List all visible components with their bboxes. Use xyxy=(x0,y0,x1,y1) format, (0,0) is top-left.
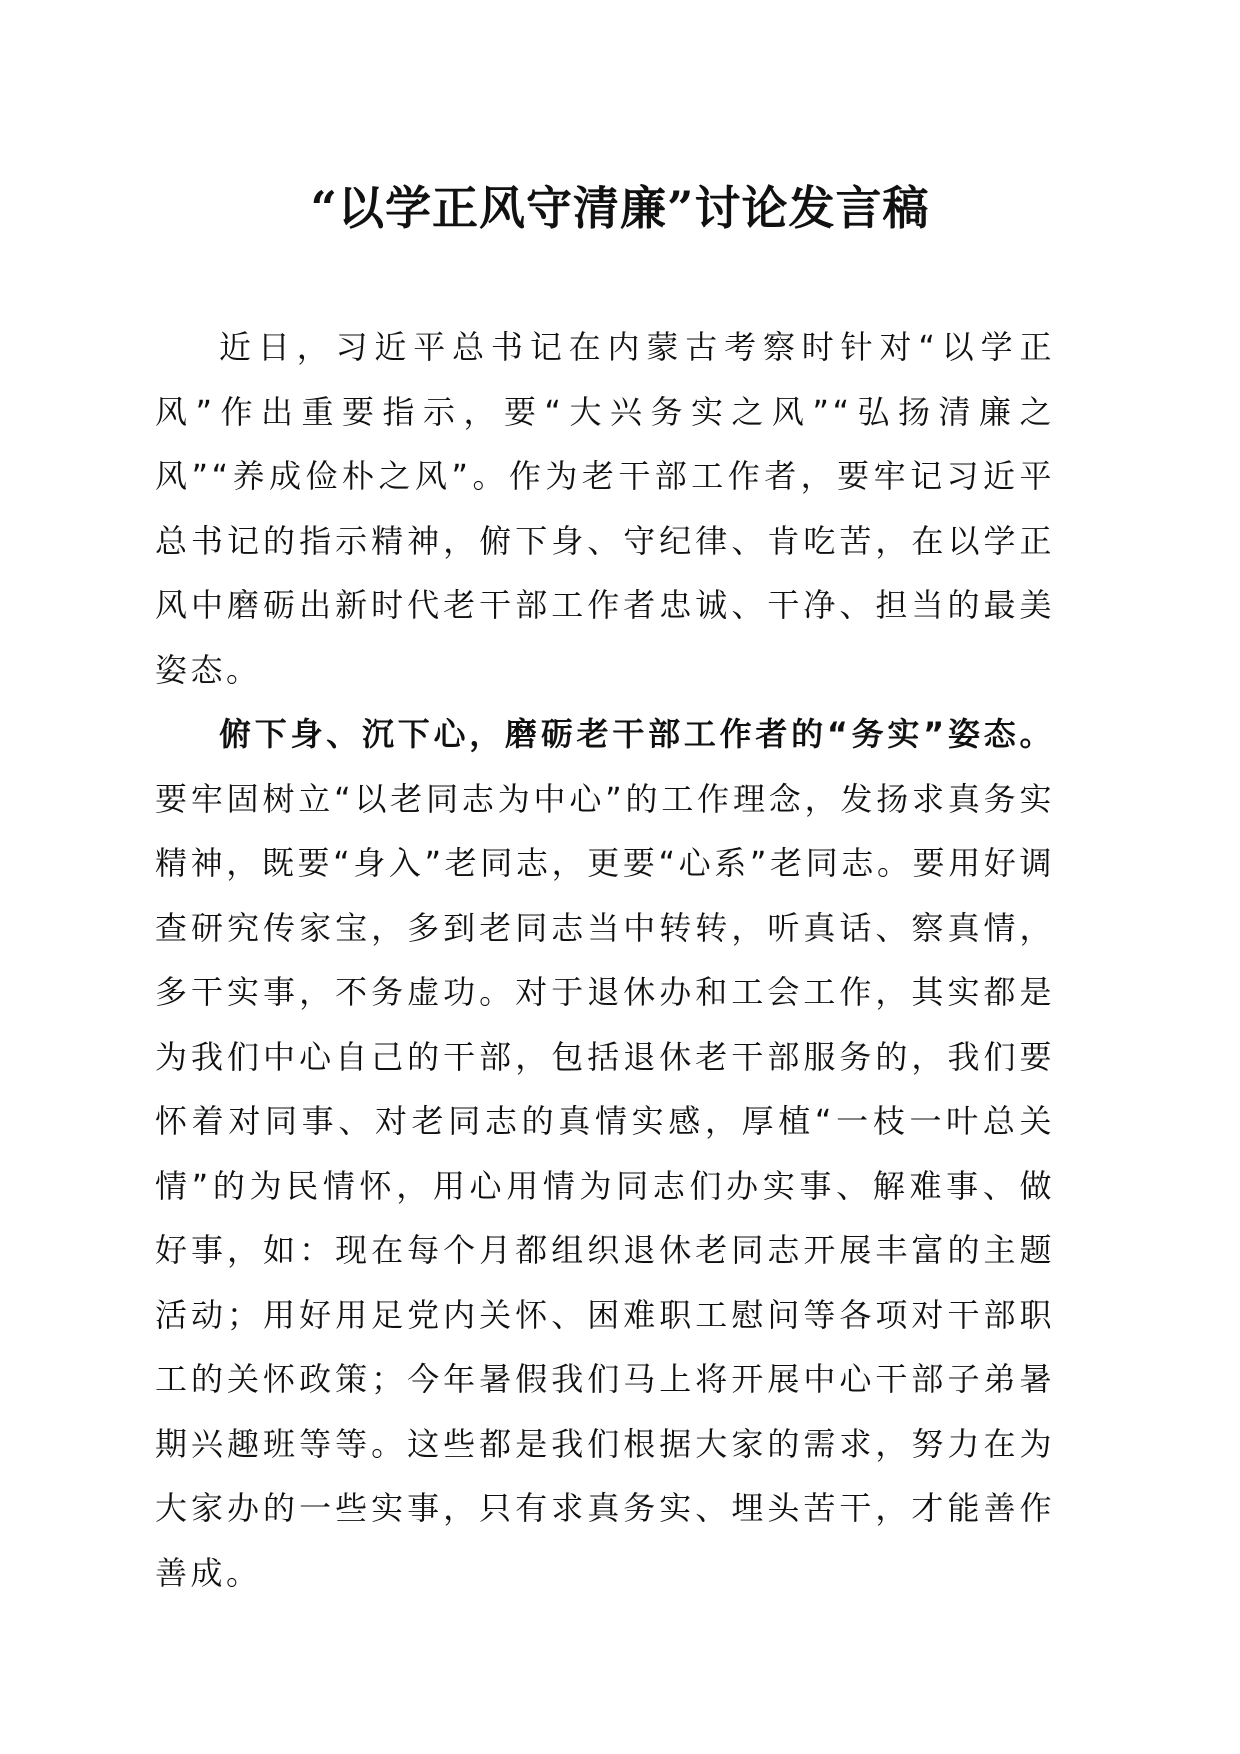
paragraph-pragmatic xyxy=(155,702,1055,1605)
document-body xyxy=(155,315,1055,1605)
paragraph-intro: 近日，习近平总书记在内蒙古考察时针对“以学正风”作出重要指示，要“大兴务实之风”“弘扬清廉之风”“养成俭朴之风”。作为老干部工作者，要牢记习近平总书记的指示精神，俯下身、守纪律、肯吃苦，在以学正风中磨砺出新时代老干部工作者忠诚、干净、担当的最美姿态。 xyxy=(155,328,1055,689)
document-title: “以学正风守清廉”讨论发言稿 xyxy=(310,181,930,235)
paragraph-lead-heading: 俯下身、沉下心，磨砺老干部工作者的“务实”姿态。 xyxy=(219,715,1055,753)
paragraph-body-text: 要牢固树立“以老同志为中心”的工作理念，发扬求真务实精神，既要“身入”老同志，更要“心系”老同志。要用好调查研究传家宝，多到老同志当中转转，听真话、察真情，多干实事，不务虚功。对于退休办和工会工作，其实都是为我们中心自己的干部，包括退休老干部服务的，我们要怀着对同事、对老同志的真情实感，厚植“一枝一叶总关情”的为民情怀，用心用情为同志们办实事、解难事、做好事，如：现在每个月都组织退休老同志开展丰富的主题活动；用好用足党内关怀、困难职工慰问等各项对干部职工的关怀政策；今年暑假我们马上将开展中心干部子弟暑期兴趣班等等。这些都是我们根据大家的需求，努力在为大家办的一些实事，只有求真务实、埋头苦干，才能善作善成。 xyxy=(155,779,1055,1592)
